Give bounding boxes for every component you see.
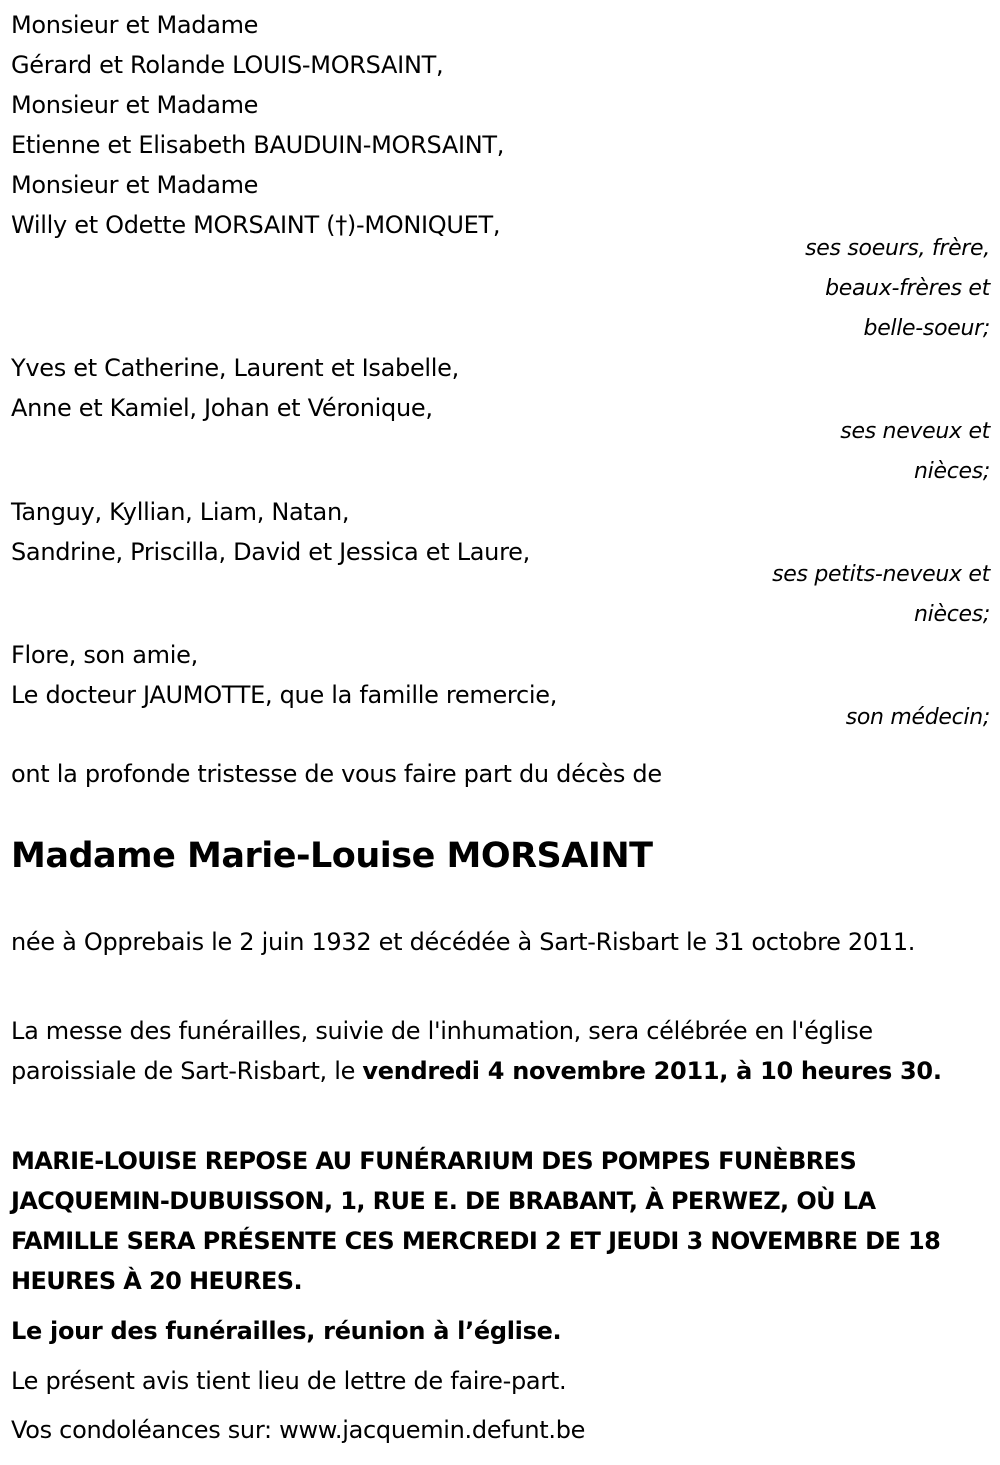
family-line: Monsieur et Madame <box>11 11 259 39</box>
family-line: Flore, son amie, <box>11 641 198 669</box>
family-line: Willy et Odette MORSAINT (†)-MONIQUET, <box>11 211 501 239</box>
relation-label: ses petits-neveux et <box>772 562 990 587</box>
family-line: Gérard et Rolande LOUIS-MORSAINT, <box>11 51 444 79</box>
condolences-line <box>11 1410 986 1450</box>
condolences-label: Vos condoléances sur: <box>11 1416 280 1444</box>
meeting-notice: Le jour des funérailles, réunion à l’église. <box>11 1317 562 1345</box>
family-line: Anne et Kamiel, Johan et Véronique, <box>11 394 433 422</box>
condolences-link[interactable]: www.jacquemin.defunt.be <box>279 1416 586 1444</box>
deceased-name: Madame Marie-Louise MORSAINT <box>11 836 653 876</box>
relation-label: ses soeurs, frère, <box>805 236 990 261</box>
family-line: Yves et Catherine, Laurent et Isabelle, <box>11 354 459 382</box>
family-line: Tanguy, Kyllian, Liam, Natan, <box>11 498 350 526</box>
relation-label: ses neveux et <box>840 419 990 444</box>
family-line: Monsieur et Madame <box>11 171 259 199</box>
family-line: Etienne et Elisabeth BAUDUIN-MORSAINT, <box>11 131 505 159</box>
relation-label: son médecin; <box>845 705 990 730</box>
relation-label: nièces; <box>914 459 990 484</box>
funerarium-notice: MARIE-LOUISE REPOSE AU FUNÉRARIUM DES POMPES FUNÈBRES JACQUEMIN-DUBUISSON, 1, RUE E. DE BRABANT, À PERWEZ, OÙ LA FAMILLE SERA PRÉSENTE CES MERCREDI 2 ET JEUDI 3 NOVEMBRE DE 18 HEURES À 20 HEURES. <box>11 1147 941 1295</box>
family-line: Sandrine, Priscilla, David et Jessica et Laure, <box>11 538 530 566</box>
funeral-info <box>11 1011 986 1091</box>
relation-label: nièces; <box>914 602 990 627</box>
faire-part-notice: Le présent avis tient lieu de lettre de faire-part. <box>11 1367 567 1395</box>
family-line: Monsieur et Madame <box>11 91 259 119</box>
birth-death-text: née à Opprebais le 2 juin 1932 et décédée à Sart-Risbart le 31 octobre 2011. <box>11 928 916 956</box>
funeral-datetime: vendredi 4 novembre 2011, à 10 heures 30. <box>362 1057 942 1085</box>
family-line: Le docteur JAUMOTTE, que la famille remercie, <box>11 681 558 709</box>
announcement-intro: ont la profonde tristesse de vous faire part du décès de <box>11 760 662 788</box>
relation-label: beaux-frères et <box>825 276 990 301</box>
relation-label: belle-soeur; <box>863 316 990 341</box>
funeral-text: La messe des funérailles, suivie de l'inhumation, sera célébrée en l'église paroissiale de Sart-Risbart, le <box>11 1017 873 1085</box>
